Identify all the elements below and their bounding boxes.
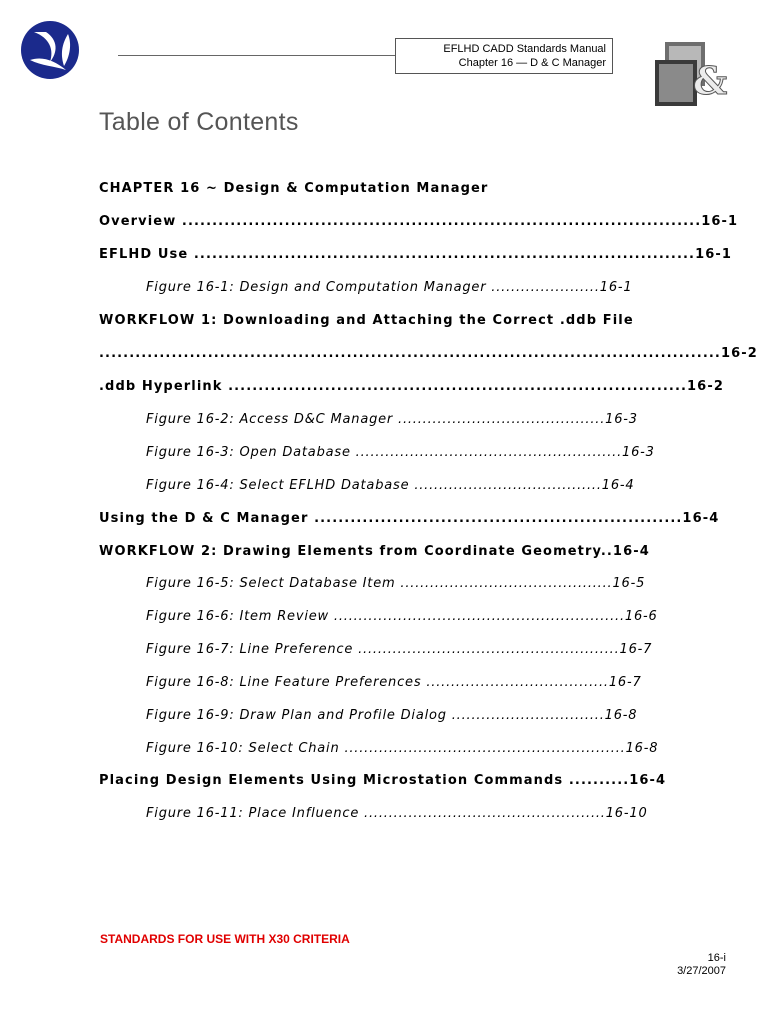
manual-title: EFLHD CADD Standards Manual	[443, 43, 606, 55]
toc-figure-entry[interactable]: Figure 16-3: Open Database ......................................................16-3	[146, 445, 655, 460]
header-rule	[118, 55, 396, 56]
toc-entry[interactable]: Overview ......................................................................................16-1	[99, 214, 739, 229]
svg-text:&: &	[693, 58, 728, 103]
page-title: Table of Contents	[99, 108, 299, 136]
efl-emblem-icon	[655, 42, 728, 108]
footer-date: 3/27/2007	[677, 965, 726, 977]
toc-figure-entry[interactable]: Figure 16-8: Line Feature Preferences .....................................16-7	[146, 675, 642, 690]
toc-entry[interactable]: WORKFLOW 1: Downloading and Attaching the Correct .ddb File	[99, 313, 634, 328]
chapter-label: Chapter 16 — D & C Manager	[458, 57, 606, 69]
toc-figure-entry[interactable]: Figure 16-11: Place Influence .................................................16-10	[146, 806, 648, 821]
toc-entry[interactable]: WORKFLOW 2: Drawing Elements from Coordinate Geometry..16-4	[99, 544, 650, 559]
toc-chapter-heading: CHAPTER 16 ~ Design & Computation Manager	[99, 181, 489, 196]
page-footer	[677, 952, 726, 978]
toc-figure-entry[interactable]: Figure 16-2: Access D&C Manager ..........................................16-3	[146, 412, 638, 427]
toc-figure-entry[interactable]: Figure 16-4: Select EFLHD Database ......................................16-4	[146, 478, 635, 493]
criteria-footer: STANDARDS FOR USE WITH X30 CRITERIA	[100, 932, 350, 946]
toc-entry[interactable]: Using the D & C Manager .............................................................16-4	[99, 511, 720, 526]
toc-entry[interactable]: EFLHD Use ...................................................................................16-1	[99, 247, 733, 262]
toc-entry[interactable]: Placing Design Elements Using Microstation Commands ..........16-4	[99, 773, 667, 788]
header-box	[395, 38, 613, 74]
toc-entry-leader[interactable]: .......................................................................................................16-2	[99, 346, 758, 361]
toc-entry[interactable]: .ddb Hyperlink ............................................................................16-2	[99, 379, 724, 394]
page-number: 16-i	[707, 952, 726, 964]
toc-figure-entry[interactable]: Figure 16-1: Design and Computation Manager ......................16-1	[146, 280, 633, 295]
toc-figure-entry[interactable]: Figure 16-10: Select Chain .........................................................16-8	[146, 741, 659, 756]
toc-figure-entry[interactable]: Figure 16-7: Line Preference .....................................................16-7	[146, 642, 653, 657]
dot-logo-icon	[20, 20, 80, 80]
toc-figure-entry[interactable]: Figure 16-9: Draw Plan and Profile Dialog ...............................16-8	[146, 708, 638, 723]
toc-figure-entry[interactable]: Figure 16-5: Select Database Item ...........................................16-5	[146, 576, 646, 591]
toc-figure-entry[interactable]: Figure 16-6: Item Review ...........................................................16-6	[146, 609, 658, 624]
